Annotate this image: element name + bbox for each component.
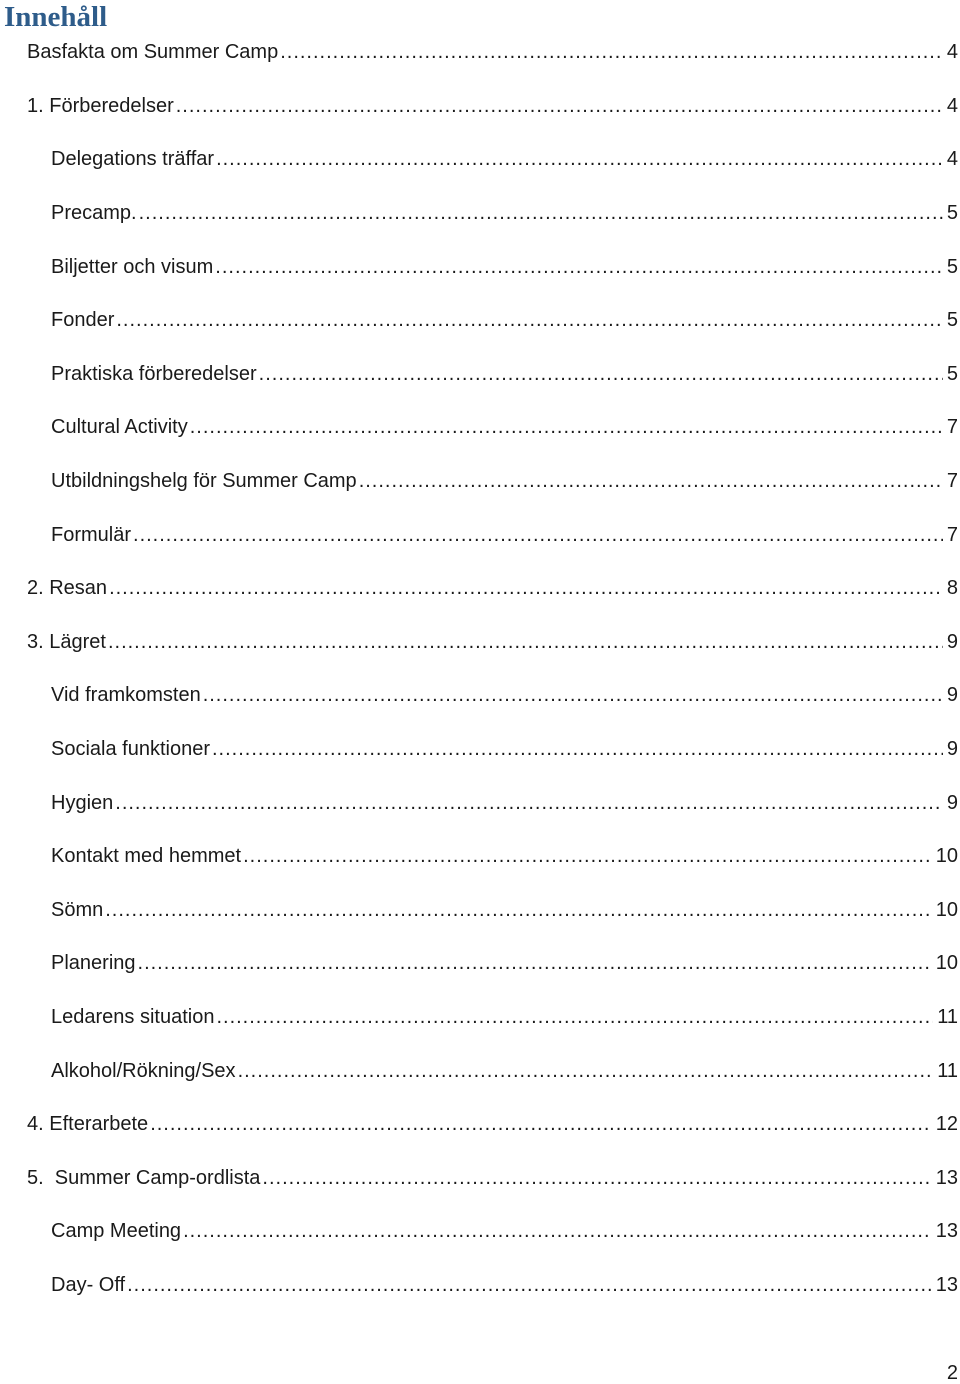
toc-entry-title: Cultural Activity — [51, 416, 188, 439]
toc-entry[interactable] — [0, 884, 960, 938]
toc-dot-leader — [138, 952, 932, 975]
toc-entry-page: 10 — [935, 898, 958, 921]
toc-entry[interactable] — [0, 455, 960, 509]
toc-dot-leader — [259, 363, 943, 386]
toc-entry-title: Planering — [51, 952, 136, 975]
toc-entry[interactable] — [0, 937, 960, 991]
toc-dot-leader — [183, 1220, 932, 1243]
toc-entry-title: Ledarens situation — [51, 1005, 215, 1028]
toc-entry[interactable] — [0, 26, 960, 80]
toc-entry-page: 5 — [946, 309, 958, 332]
toc-dot-leader — [176, 95, 943, 118]
toc-entry-page: 7 — [946, 416, 958, 439]
toc-entry-title: 2. Resan — [27, 577, 108, 600]
toc-entry[interactable] — [0, 616, 960, 670]
toc-entry-title: 3. Lägret — [27, 630, 106, 653]
toc-entry-title: Fonder — [51, 309, 115, 332]
toc-entry-page: 11 — [937, 1059, 958, 1082]
toc-entry-page: 11 — [937, 1005, 958, 1028]
toc-entry-title: Kontakt med hemmet — [51, 845, 242, 868]
toc-entry-page: 8 — [946, 577, 958, 600]
toc-dot-leader — [243, 845, 932, 868]
toc-dot-leader — [139, 202, 943, 225]
toc-entry-page: 4 — [946, 41, 958, 64]
toc-dot-leader — [127, 1274, 932, 1297]
toc-entry[interactable] — [0, 1151, 960, 1205]
toc-dot-leader — [216, 148, 943, 171]
toc-entry-title: Day- Off — [51, 1273, 126, 1296]
toc-entry-page: 10 — [935, 845, 958, 868]
toc-entry[interactable] — [0, 1044, 960, 1098]
toc-entry-title: 1. Förberedelser — [27, 94, 174, 117]
toc-entry-page: 9 — [946, 738, 958, 761]
toc-dot-leader — [105, 899, 932, 922]
toc-entry[interactable] — [0, 80, 960, 134]
toc-entry-title: Basfakta om Summer Camp — [27, 41, 279, 64]
toc-entry[interactable] — [0, 187, 960, 241]
toc-dot-leader — [203, 684, 943, 707]
toc-entry-title: Delegations träffar — [51, 148, 215, 171]
toc-entry[interactable] — [0, 669, 960, 723]
page-number: 2 — [946, 1362, 958, 1384]
toc-entry-page: 12 — [935, 1113, 958, 1136]
toc-entry[interactable] — [0, 294, 960, 348]
toc-entry-title: 5. Summer Camp-ordlista — [27, 1166, 261, 1189]
toc-entry[interactable] — [0, 1098, 960, 1152]
toc-entry[interactable] — [0, 723, 960, 777]
toc-entry-title: Alkohol/Rökning/Sex — [51, 1059, 236, 1082]
toc-entry-page: 9 — [946, 630, 958, 653]
toc-dot-leader — [133, 524, 943, 547]
toc-entry[interactable] — [0, 508, 960, 562]
toc-entry[interactable] — [0, 776, 960, 830]
toc-entry-page: 5 — [946, 362, 958, 385]
toc-entry-page: 9 — [946, 684, 958, 707]
toc-entry-title: 4. Efterarbete — [27, 1113, 149, 1136]
toc-entry-page: 4 — [946, 94, 958, 117]
toc-dot-leader — [115, 792, 943, 815]
toc-entry[interactable] — [0, 240, 960, 294]
toc-entry-title: Camp Meeting — [51, 1220, 182, 1243]
toc-entry-page: 13 — [935, 1166, 958, 1189]
toc-entry[interactable] — [0, 562, 960, 616]
toc-entry[interactable] — [0, 1259, 960, 1313]
toc-entry-page: 10 — [935, 952, 958, 975]
toc-entry-title: Precamp. — [51, 202, 137, 225]
toc-dot-leader — [262, 1167, 931, 1190]
toc-entry-page: 5 — [946, 202, 958, 225]
toc-entry-title: Praktiska förberedelser — [51, 362, 257, 385]
toc-entry-title: Sömn — [51, 898, 104, 921]
toc-entry-title: Formulär — [51, 523, 132, 546]
toc-dot-leader — [108, 631, 943, 654]
toc-dot-leader — [116, 309, 943, 332]
toc-entry-title: Biljetter och visum — [51, 255, 214, 278]
toc-entry[interactable] — [0, 348, 960, 402]
toc-entry[interactable] — [0, 133, 960, 187]
toc-entry-page: 7 — [946, 470, 958, 493]
toc-dot-leader — [109, 577, 943, 600]
toc-entry-title: Vid framkomsten — [51, 684, 201, 707]
toc-entry-page: 13 — [935, 1220, 958, 1243]
toc-entry-page: 7 — [946, 523, 958, 546]
toc-dot-leader — [150, 1113, 932, 1136]
toc-dot-leader — [280, 41, 943, 64]
toc-entry[interactable] — [0, 401, 960, 455]
toc-entry-title: Utbildningshelg för Summer Camp — [51, 470, 357, 493]
toc-dot-leader — [212, 738, 943, 761]
toc-entry[interactable] — [0, 830, 960, 884]
toc-entry-page: 13 — [935, 1273, 958, 1296]
table-of-contents — [0, 26, 960, 1312]
toc-entry-page: 4 — [946, 148, 958, 171]
toc-entry-page: 5 — [946, 255, 958, 278]
toc-entry-page: 9 — [946, 791, 958, 814]
toc-dot-leader — [215, 256, 943, 279]
toc-heading: Innehåll — [4, 1, 108, 33]
toc-entry[interactable] — [0, 991, 960, 1045]
toc-entry-title: Hygien — [51, 791, 114, 814]
toc-dot-leader — [238, 1060, 934, 1083]
toc-entry[interactable] — [0, 1205, 960, 1259]
toc-dot-leader — [359, 470, 943, 493]
toc-dot-leader — [190, 416, 943, 439]
toc-dot-leader — [216, 1006, 933, 1029]
toc-entry-title: Sociala funktioner — [51, 738, 210, 761]
